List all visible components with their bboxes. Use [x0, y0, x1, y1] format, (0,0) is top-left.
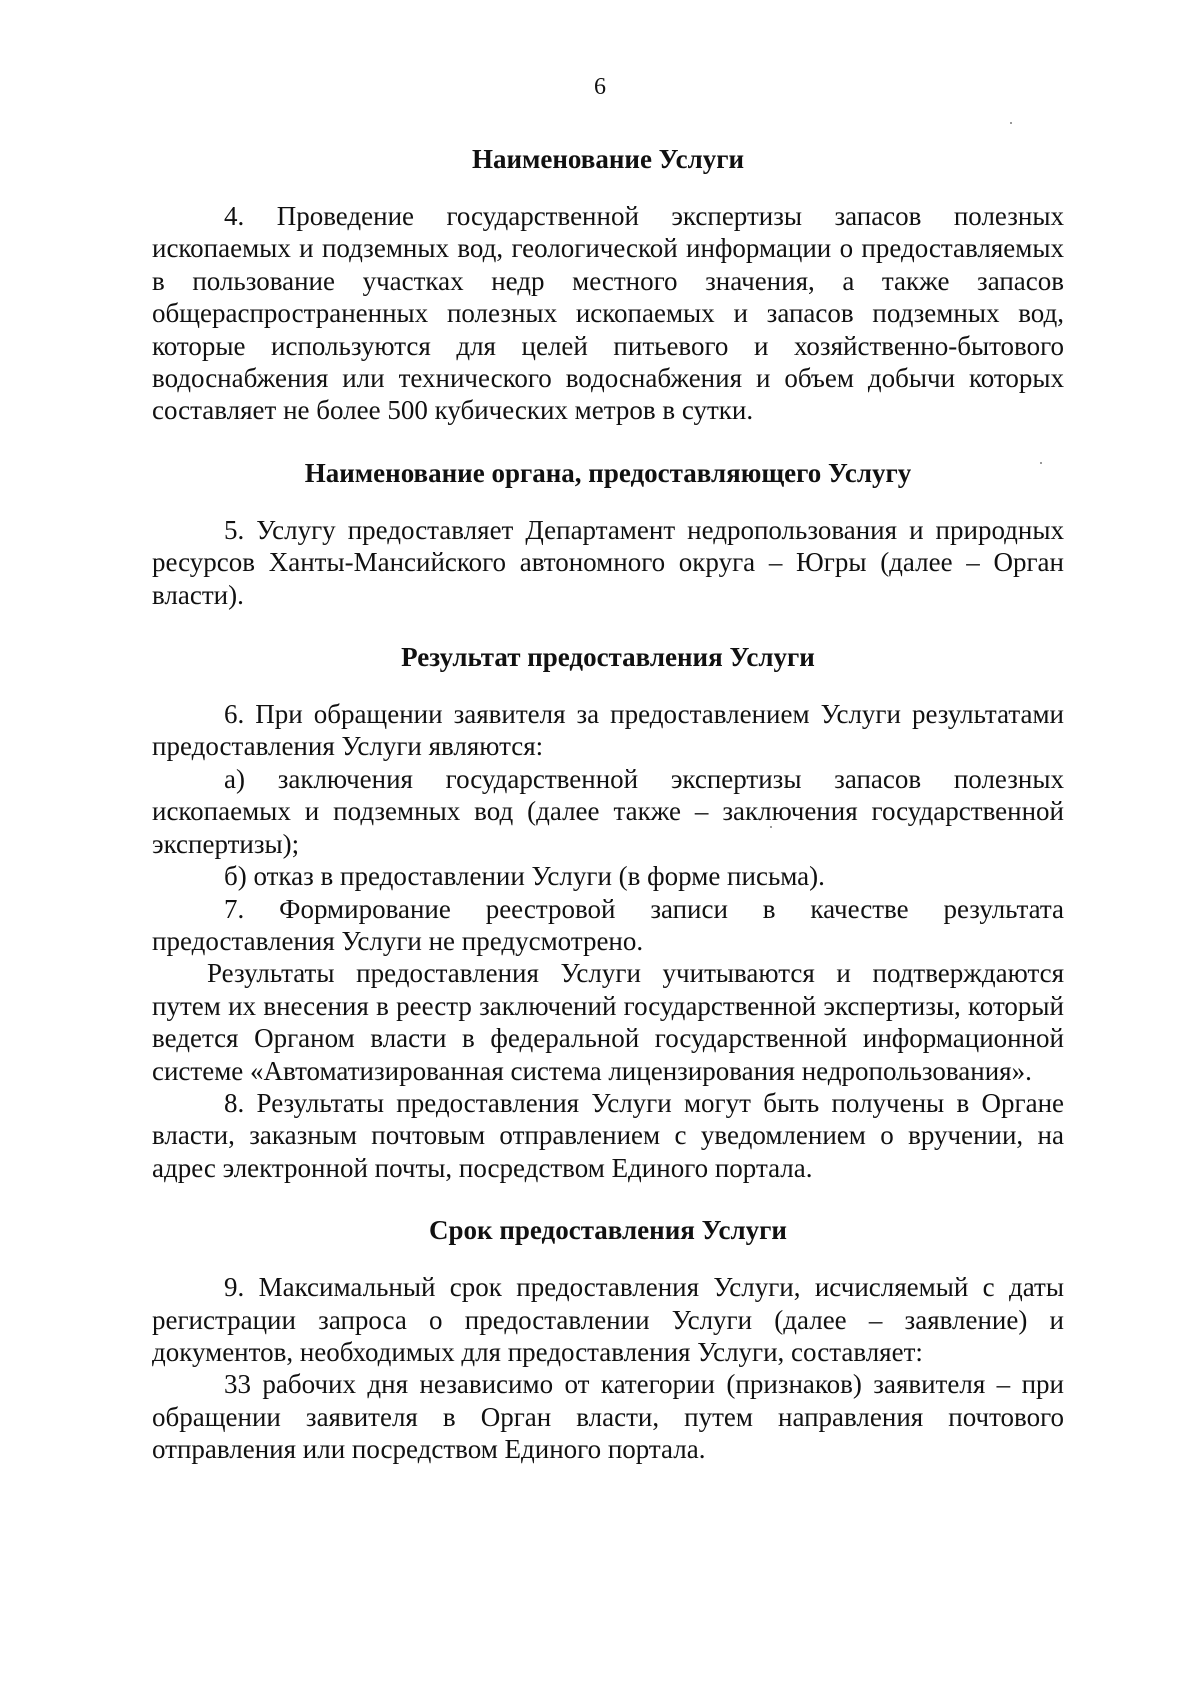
section-heading-result: Результат предоставления Услуги: [401, 642, 815, 673]
scan-speck: [770, 826, 772, 828]
page-number: 6: [594, 74, 606, 100]
paragraph-4: 4. Проведение государственной экспертизы запасов полезных ископаемых и подземных вод, геологической информации о предоставляемых в пользование участках недр местного значения, а также запасов общераспространенных полезных ископаемых и запасов подземных вод, которые используются для целей питьевого и хозяйственно-бытового водоснабжения или технического водоснабжения и объем добычи которых составляет не более 500 кубических метров в сутки.: [152, 201, 1064, 426]
paragraph-7-results-registry: Результаты предоставления Услуги учитываются и подтверждаются путем их внесения в реестр заключений государственной экспертизы, который ведется Органом власти в федеральной государственной информационной системе «Автоматизированная система лицензирования недропользования».: [152, 958, 1064, 1086]
paragraph-6: 6. При обращении заявителя за предоставлением Услуги результатами предоставления Услуги являются:: [152, 699, 1064, 762]
paragraph-6b: б) отказ в предоставлении Услуги (в форме письма).: [224, 861, 825, 892]
scan-speck: [1040, 462, 1042, 464]
section-heading-term: Срок предоставления Услуги: [429, 1215, 787, 1246]
document-body: [152, 143, 1064, 1466]
paragraph-9-term-33-days: 33 рабочих дня независимо от категории (признаков) заявителя – при обращении заявителя в Орган власти, путем направления почтового отправления или посредством Единого портала.: [152, 1369, 1064, 1465]
paragraph-9: 9. Максимальный срок предоставления Услуги, исчисляемый с даты регистрации запроса о предоставлении Услуги (далее – заявление) и документов, необходимых для предоставления Услуги, составляет:: [152, 1272, 1064, 1367]
section-heading-authority: Наименование органа, предоставляющего Услугу: [304, 457, 912, 488]
paragraph-7: 7. Формирование реестровой записи в качестве результата предоставления Услуги не предусмотрено.: [152, 893, 1064, 956]
section-heading-service-name: Наименование Услуги: [471, 144, 745, 174]
scan-speck: [1010, 122, 1012, 124]
paragraph-8: 8. Результаты предоставления Услуги могут быть получены в Органе власти, заказным почтовым отправлением с уведомлением о вручении, на адрес электронной почты, посредством Единого портала.: [152, 1087, 1064, 1183]
paragraph-5: 5. Услугу предоставляет Департамент недропользования и природных ресурсов Ханты-Мансийского автономного округа – Югры (далее – Орган власти).: [152, 514, 1064, 610]
paragraph-6a: а) заключения государственной экспертизы запасов полезных ископаемых и подземных вод (далее также – заключения государственной экспертизы);: [152, 763, 1064, 859]
